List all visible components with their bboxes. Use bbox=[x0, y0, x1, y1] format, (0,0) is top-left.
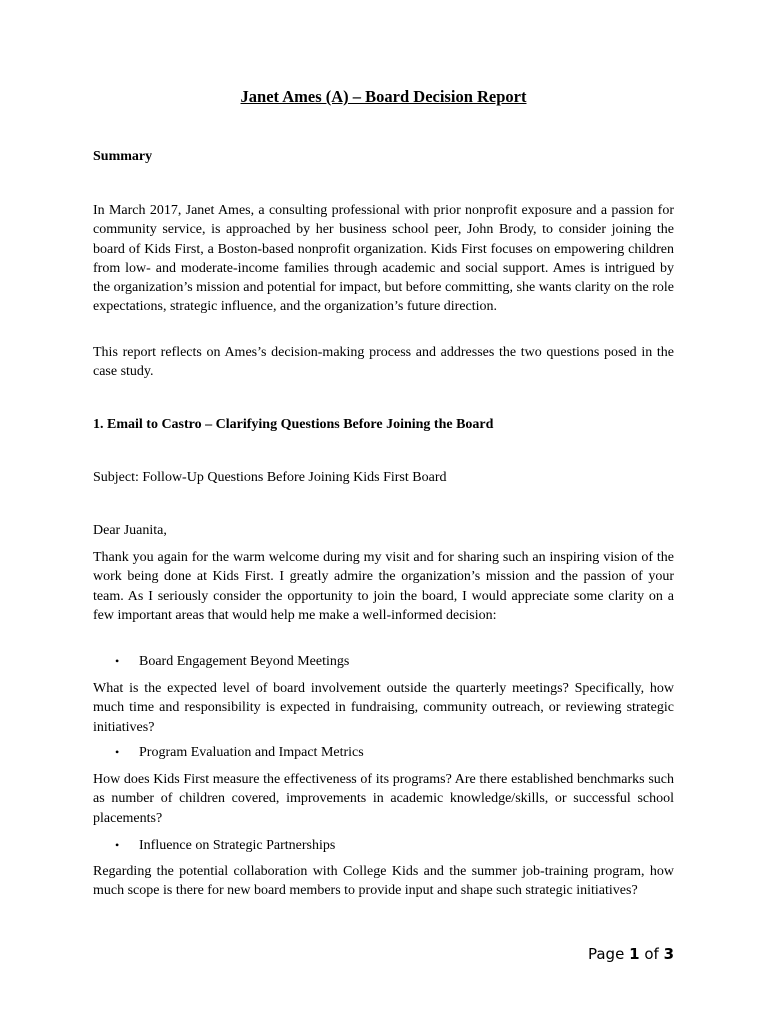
of-word: of bbox=[644, 945, 659, 963]
list-item-label: Program Evaluation and Impact Metrics bbox=[139, 745, 364, 760]
list-item bbox=[115, 835, 335, 856]
summary-heading: Summary bbox=[93, 149, 153, 164]
list-item-label: Board Engagement Beyond Meetings bbox=[139, 654, 350, 669]
document-title: Janet Ames (A) – Board Decision Report bbox=[240, 87, 527, 106]
summary-paragraph-1: In March 2017, Janet Ames, a consulting professional with prior nonprofit exposure and a passion for community service, is approached by her business school peer, John Brody, to consider joining the board of Kids First, a Boston-based nonprofit organization. Kids First focuses on empowering children from low- and moderate-income families through academic and social support. Ames is intrigued by the organization’s mission and potential for impact, but before committing, she wants clarity on the role expectations, strategic influence, and the organization’s future direction. bbox=[93, 203, 674, 315]
list-item-label: Influence on Strategic Partnerships bbox=[139, 838, 336, 853]
section-1-heading: 1. Email to Castro – Clarifying Questions Before Joining the Board bbox=[93, 417, 494, 432]
email-greeting: Dear Juanita, bbox=[93, 523, 167, 538]
page-number-footer bbox=[588, 944, 674, 964]
email-intro: Thank you again for the warm welcome during my visit and for sharing such an inspiring vision of the work being done at Kids First. I greatly admire the organization’s mission and the passion of your team. As I seriously consider the opportunity to join the board, I would appreciate some clarity on a few important areas that would help me make a well-informed decision: bbox=[93, 550, 674, 623]
list-item bbox=[115, 742, 364, 763]
bullet-icon: • bbox=[115, 745, 120, 759]
summary-paragraph-2: This report reflects on Ames’s decision-making process and addresses the two questions posed in the case study. bbox=[93, 345, 674, 380]
list-item-text: What is the expected level of board involvement outside the quarterly meetings? Specifically, how much time and responsibility is expected in fundraising, community outreach, or reviewing strategic initiatives? bbox=[93, 681, 674, 735]
list-item-text: Regarding the potential collaboration with College Kids and the summer job-training program, how much scope is there for new board members to provide input and shape such strategic initiatives? bbox=[93, 864, 674, 899]
bullet-icon: • bbox=[115, 654, 120, 668]
current-page-number: 1 bbox=[629, 945, 640, 963]
list-item-text: How does Kids First measure the effectiveness of its programs? Are there established benchmarks such as number of children covered, improvements in academic knowledge/skills, or successful school placements? bbox=[93, 772, 674, 826]
total-pages-number: 3 bbox=[663, 945, 674, 963]
bullet-icon: • bbox=[115, 838, 120, 852]
email-subject: Subject: Follow-Up Questions Before Joining Kids First Board bbox=[93, 470, 447, 485]
page-word: Page bbox=[587, 945, 625, 963]
list-item bbox=[115, 651, 349, 672]
